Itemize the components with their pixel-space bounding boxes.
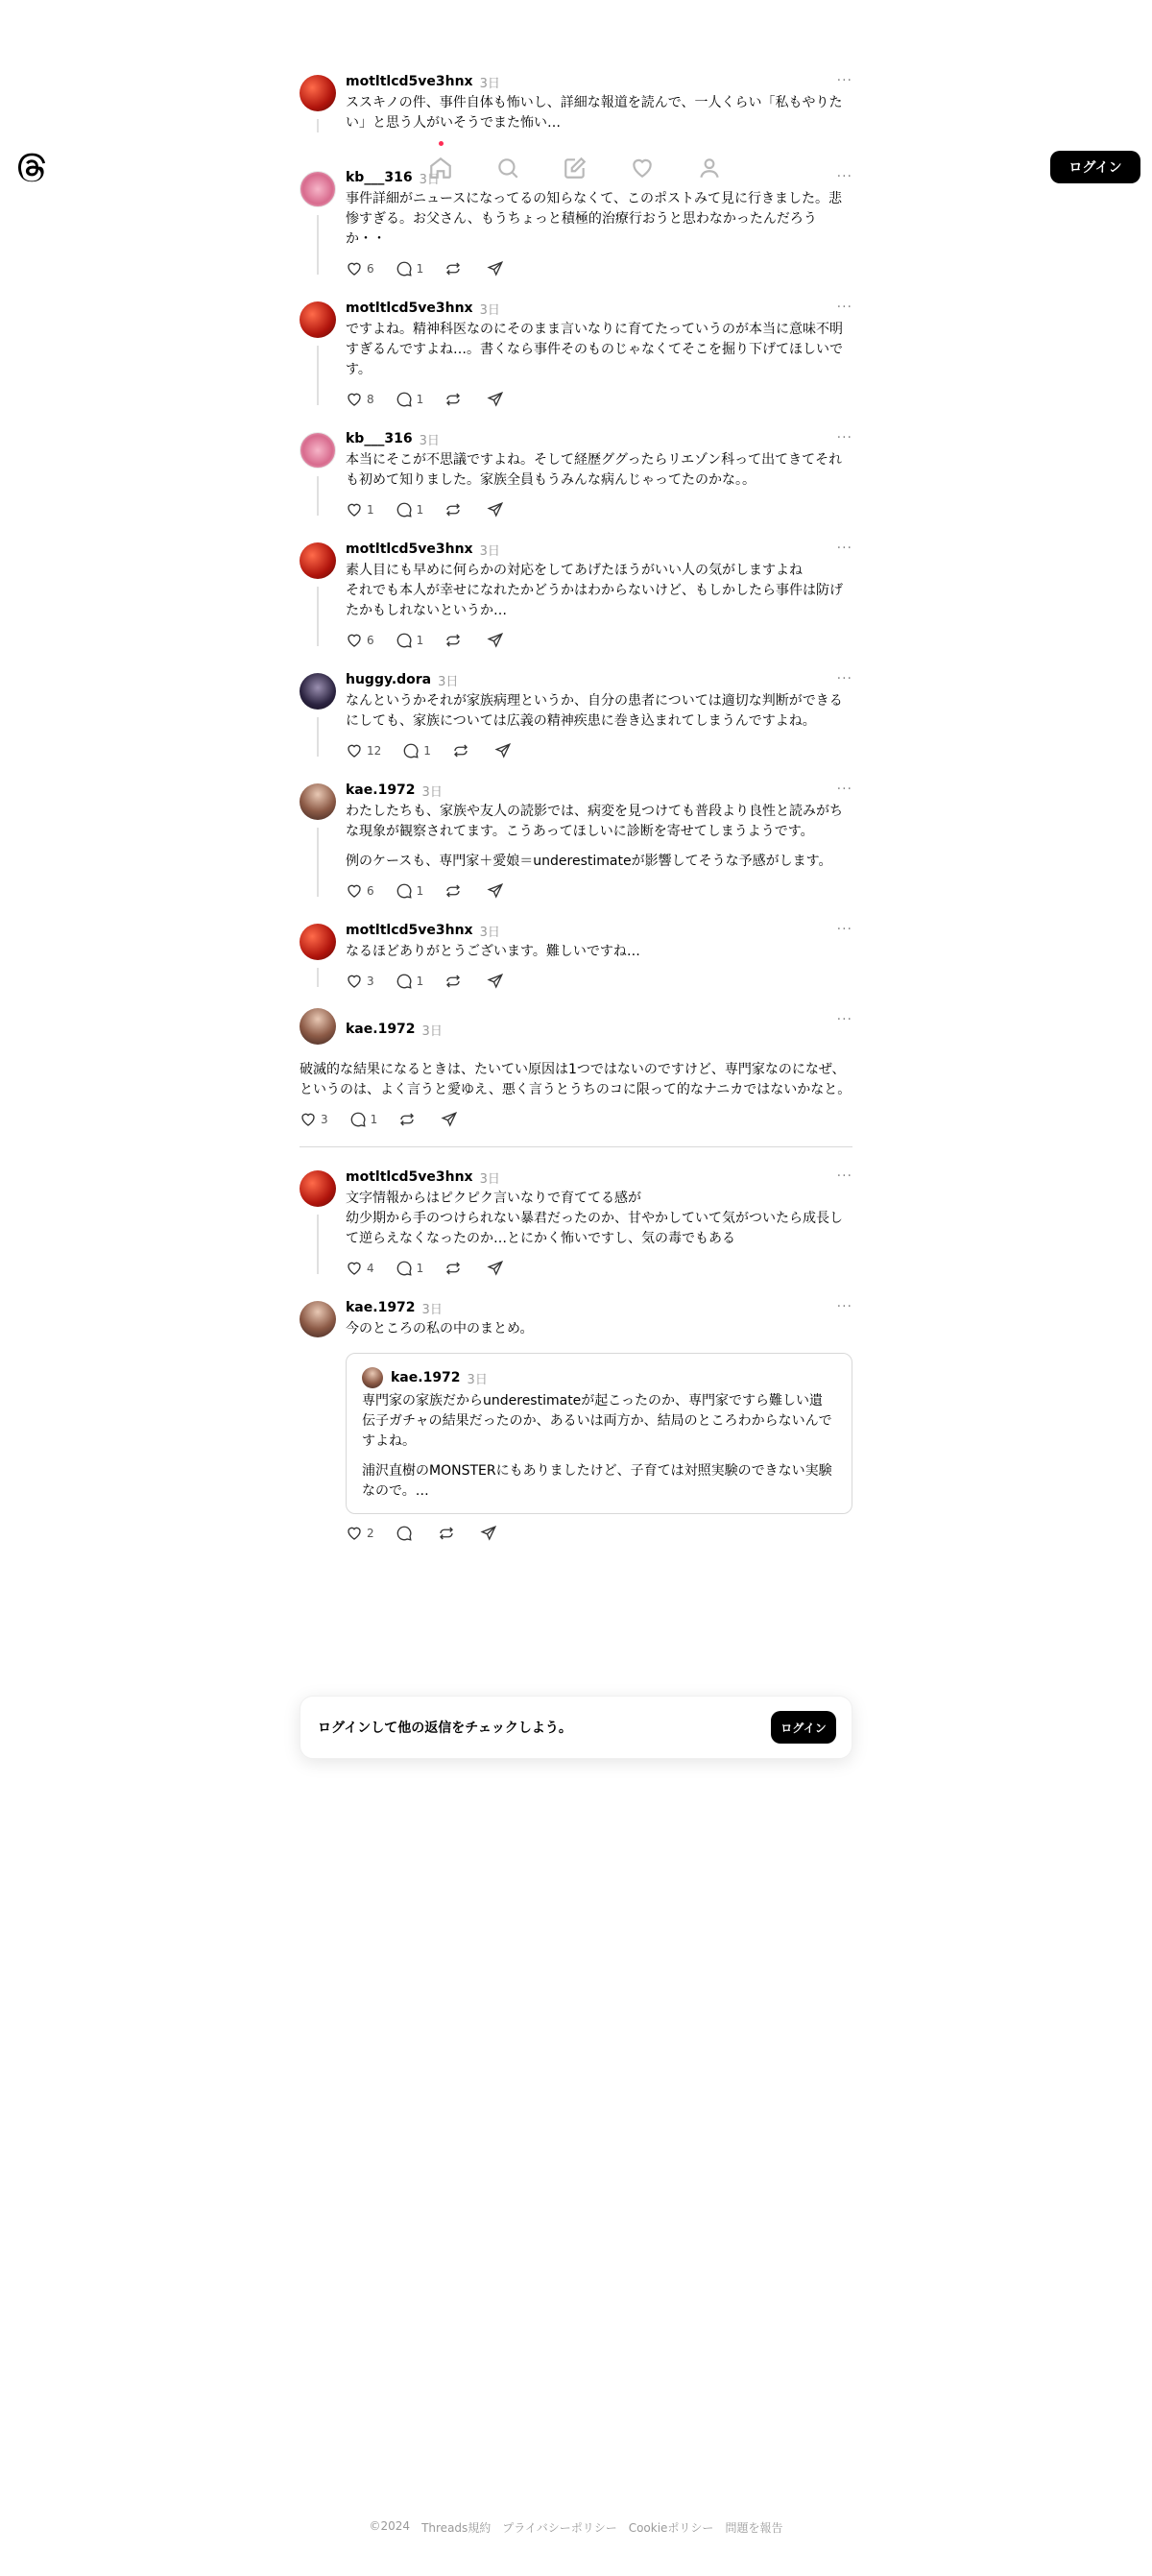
- post-text: ですよね。精神科医なのにそのまま言いなりに育てたっていうのが本当に意味不明すぎるんですよね…。書くなら事件そのものじゃなくてそこを掘り下げてほしいです。: [346, 322, 843, 377]
- top-navigation: [0, 139, 1152, 197]
- like-button[interactable]: [346, 1260, 374, 1277]
- repost-button[interactable]: [444, 632, 466, 649]
- login-prompt-card: [300, 1696, 852, 1759]
- post-header: [346, 69, 852, 90]
- reply-icon: [396, 632, 413, 649]
- reply-count: 1: [416, 262, 424, 276]
- post-text: 破滅的な結果になるときは、たいてい原因は1つではないのですけど、専門家なのになぜ、というのは、よく言うと愛ゆえ、悪く言うとうちのコに限って的なナニカではないかなと。: [300, 1062, 852, 1097]
- timestamp: 3日: [479, 925, 500, 940]
- username[interactable]: motltlcd5ve3hnx: [346, 1169, 473, 1185]
- reply-icon: [396, 1525, 413, 1542]
- reply-count: 1: [370, 1113, 378, 1126]
- post-header: [346, 426, 852, 447]
- post-text: 文字情報からはピクピク言いなりで育ててる感が 幼少期から手のつけられない暴君だったのか、甘やかしていて気がついたら成長して逆らえなくなったのか…とにかく怖いですし、気の毒でもある: [346, 1191, 843, 1246]
- post-actions: [346, 881, 852, 901]
- like-count: 6: [367, 634, 374, 647]
- quoted-text: 浦沢直樹のMONSTERにもありましたけど、子育ては対照実験のできない実験なので。…: [362, 1463, 832, 1499]
- reply-button[interactable]: [396, 973, 424, 990]
- footer: [0, 2519, 1152, 2536]
- timestamp: 3日: [438, 674, 459, 689]
- reply-count: 1: [416, 884, 424, 898]
- repost-icon: [444, 501, 462, 518]
- avatar[interactable]: [300, 1170, 336, 1207]
- post-actions: [346, 390, 852, 409]
- reply-button[interactable]: [402, 742, 431, 759]
- post-header: [346, 296, 852, 317]
- reply-post: [300, 426, 852, 519]
- share-button[interactable]: [487, 501, 508, 518]
- repost-icon: [438, 1525, 455, 1542]
- timestamp: 3日: [467, 1372, 488, 1387]
- like-count: 12: [367, 744, 382, 758]
- post-header: [346, 537, 852, 558]
- username[interactable]: huggy.dora: [346, 672, 432, 687]
- thread-line: [317, 587, 319, 646]
- thread-line: [317, 717, 319, 757]
- like-count: 6: [367, 884, 374, 898]
- avatar[interactable]: [300, 542, 336, 579]
- share-button[interactable]: [487, 882, 508, 900]
- share-icon: [487, 501, 504, 518]
- heart-icon: [346, 501, 363, 518]
- repost-icon: [444, 882, 462, 900]
- post-text: 例のケースも、専門家＋愛娘＝underestimateが影響してそうな予感がします。: [346, 854, 832, 869]
- reply-count: 1: [416, 634, 424, 647]
- repost-button[interactable]: [398, 1111, 420, 1128]
- like-button[interactable]: [300, 1111, 328, 1128]
- reply-icon: [396, 973, 413, 990]
- share-icon: [494, 742, 512, 759]
- like-count: 1: [367, 503, 374, 517]
- share-icon: [487, 1260, 504, 1277]
- reply-button[interactable]: [349, 1111, 378, 1128]
- timestamp: 3日: [421, 1302, 443, 1317]
- like-button[interactable]: [346, 1525, 374, 1542]
- avatar[interactable]: [300, 1301, 336, 1337]
- thread-line: [317, 215, 319, 275]
- username[interactable]: kae.1972: [346, 1022, 416, 1037]
- post-header: [346, 778, 852, 799]
- like-count: 4: [367, 1262, 374, 1275]
- thread-line: [317, 476, 319, 516]
- quoted-post-header: [362, 1367, 836, 1388]
- username[interactable]: motltlcd5ve3hnx: [346, 923, 473, 938]
- post-actions: [346, 741, 852, 760]
- share-icon: [487, 632, 504, 649]
- main-post: [300, 1008, 852, 1129]
- footer-link[interactable]: 問題を報告: [725, 2521, 783, 2535]
- like-button[interactable]: [346, 632, 374, 649]
- reply-button[interactable]: [396, 260, 424, 277]
- like-button[interactable]: [346, 742, 381, 759]
- post-actions: [346, 631, 852, 650]
- heart-icon: [346, 632, 363, 649]
- timestamp: 3日: [421, 1023, 443, 1039]
- avatar[interactable]: [300, 75, 336, 111]
- profile-icon: [697, 156, 722, 181]
- reply-count: 1: [416, 1262, 424, 1275]
- repost-button[interactable]: [444, 1260, 466, 1277]
- avatar[interactable]: [300, 673, 336, 710]
- reply-count: 1: [423, 744, 431, 758]
- heart-icon: [630, 156, 655, 181]
- like-count: 2: [367, 1527, 374, 1540]
- post-text: なんというかそれが家族病理というか、自分の患者については適切な判断ができるにしても、家族については広義の精神疾患に巻き込まれてしまうんですよね。: [346, 693, 843, 729]
- reply-button[interactable]: [396, 501, 424, 518]
- timestamp: 3日: [479, 543, 500, 559]
- post-actions: [346, 972, 852, 991]
- reply-count: 1: [416, 975, 424, 988]
- post-text: 本当にそこが不思議ですよね。そして経歴ググったらリエゾン科って出てきてそれも初めて知りました。家族全員もうみんな病んじゃってたのかな。。: [346, 452, 843, 488]
- nav-activity[interactable]: [614, 149, 670, 187]
- reply-button[interactable]: [396, 391, 424, 408]
- login-button[interactable]: ログイン: [1050, 151, 1140, 183]
- post-text: 今のところの私の中のまとめ。: [346, 1321, 534, 1336]
- reply-post: [300, 296, 852, 409]
- repost-icon: [444, 260, 462, 277]
- reply-post: [300, 1295, 852, 1543]
- reply-count: 1: [416, 503, 424, 517]
- reply-count: 1: [416, 393, 424, 406]
- home-icon: [428, 156, 453, 181]
- footer-link: ©2024: [369, 2519, 411, 2533]
- repost-icon: [452, 742, 469, 759]
- post-text: わたしたちも、家族や友人の読影では、病変を見つけても普段より良性と読みがちな現象が観察されてます。こうあってほしいに診断を寄せてしまうようです。: [346, 804, 843, 839]
- post-text: なるほどありがとうございます。難しいですね…: [346, 944, 640, 959]
- username[interactable]: kae.1972: [346, 782, 416, 798]
- more-options-icon[interactable]: ···: [836, 169, 852, 184]
- thread-line: [317, 119, 319, 132]
- share-button[interactable]: [480, 1525, 501, 1542]
- repost-button[interactable]: [444, 882, 466, 900]
- reply-icon: [402, 742, 420, 759]
- thread-line: [317, 828, 319, 897]
- post-header: [346, 1165, 852, 1186]
- quoted-post[interactable]: [346, 1353, 852, 1514]
- avatar[interactable]: [300, 924, 336, 960]
- more-options-icon[interactable]: ···: [836, 922, 852, 937]
- share-icon: [487, 260, 504, 277]
- thread-line: [317, 968, 319, 987]
- nav-profile[interactable]: [682, 149, 737, 187]
- share-button[interactable]: [487, 260, 508, 277]
- post-actions: [346, 500, 852, 519]
- like-button[interactable]: [346, 973, 374, 990]
- username[interactable]: kae.1972: [346, 1300, 416, 1315]
- reply-button[interactable]: [396, 1525, 417, 1542]
- heart-icon: [346, 973, 363, 990]
- repost-button[interactable]: [444, 501, 466, 518]
- like-count: 8: [367, 393, 374, 406]
- post-text: ススキノの件、事件自体も怖いし、詳細な報道を読んで、一人くらい「私もやりたい」と思う人がいそうでまた怖い…: [346, 95, 843, 131]
- more-options-icon[interactable]: ···: [836, 300, 852, 315]
- timestamp: 3日: [419, 172, 440, 187]
- reply-post: [300, 69, 852, 136]
- repost-icon: [444, 973, 462, 990]
- share-icon: [480, 1525, 497, 1542]
- repost-icon: [444, 391, 462, 408]
- heart-icon: [346, 742, 363, 759]
- timestamp: 3日: [419, 433, 440, 448]
- thread-line: [317, 1215, 319, 1274]
- timestamp: 3日: [479, 302, 500, 318]
- more-options-icon[interactable]: ···: [836, 430, 852, 445]
- share-icon: [441, 1111, 458, 1128]
- username[interactable]: kb___316: [346, 431, 413, 446]
- share-button[interactable]: [487, 632, 508, 649]
- share-icon: [487, 973, 504, 990]
- reply-icon: [396, 391, 413, 408]
- post-actions: [346, 1524, 852, 1543]
- nav-search[interactable]: [480, 149, 536, 187]
- heart-icon: [346, 260, 363, 277]
- nav-home[interactable]: [413, 149, 468, 187]
- heart-icon: [346, 1260, 363, 1277]
- timestamp: 3日: [479, 1171, 500, 1187]
- heart-icon: [300, 1111, 317, 1128]
- like-button[interactable]: [346, 391, 374, 408]
- like-count: 6: [367, 262, 374, 276]
- reply-post: [300, 918, 852, 991]
- reply-button[interactable]: [396, 632, 424, 649]
- avatar[interactable]: [300, 783, 336, 820]
- login-prompt-button[interactable]: ログイン: [771, 1711, 836, 1744]
- timestamp: 3日: [479, 76, 500, 91]
- reply-icon: [396, 501, 413, 518]
- repost-icon: [444, 632, 462, 649]
- repost-icon: [444, 1260, 462, 1277]
- heart-icon: [346, 391, 363, 408]
- more-options-icon[interactable]: ···: [836, 1012, 852, 1027]
- login-prompt-text: ログインして他の返信をチェックしよう。: [318, 1721, 572, 1736]
- username[interactable]: motltlcd5ve3hnx: [346, 542, 473, 557]
- more-options-icon[interactable]: ···: [836, 541, 852, 556]
- like-button[interactable]: [346, 882, 374, 900]
- reply-feed: [300, 69, 852, 1560]
- nav-icons: [413, 149, 737, 187]
- post-header: [346, 667, 852, 688]
- username[interactable]: motltlcd5ve3hnx: [346, 74, 473, 89]
- reply-icon: [396, 260, 413, 277]
- timestamp: 3日: [421, 784, 443, 800]
- repost-button[interactable]: [444, 260, 466, 277]
- compose-icon: [563, 156, 588, 181]
- repost-button[interactable]: [452, 742, 473, 759]
- share-button[interactable]: [487, 391, 508, 408]
- avatar[interactable]: [300, 432, 336, 469]
- avatar: [362, 1367, 383, 1388]
- like-button[interactable]: [346, 501, 374, 518]
- reply-icon: [396, 1260, 413, 1277]
- more-options-icon[interactable]: ···: [836, 73, 852, 88]
- post-actions: [300, 1110, 852, 1129]
- reply-post: [300, 537, 852, 650]
- post-header: [346, 918, 852, 939]
- username[interactable]: kb___316: [346, 170, 413, 185]
- thread-line: [317, 346, 319, 405]
- like-button[interactable]: [346, 260, 374, 277]
- reply-post: [300, 1165, 852, 1278]
- reply-button[interactable]: [396, 882, 424, 900]
- more-options-icon[interactable]: ···: [836, 782, 852, 797]
- share-icon: [487, 391, 504, 408]
- quoted-text: 専門家の家族だからunderestimateが起こったのか、専門家ですら難しい遺伝子ガチャの結果だったのか、あるいは両方か、結局のところわからないんですよね。: [362, 1393, 832, 1449]
- repost-button[interactable]: [438, 1525, 459, 1542]
- share-button[interactable]: [441, 1111, 462, 1128]
- heart-icon: [346, 1525, 363, 1542]
- more-options-icon[interactable]: ···: [836, 1168, 852, 1184]
- post-actions: [346, 259, 852, 278]
- search-icon: [495, 156, 520, 181]
- repost-icon: [398, 1111, 416, 1128]
- share-button[interactable]: [487, 1260, 508, 1277]
- more-options-icon[interactable]: ···: [836, 671, 852, 686]
- notification-dot: [439, 141, 444, 146]
- like-count: 3: [367, 975, 374, 988]
- reply-icon: [349, 1111, 367, 1128]
- nav-compose[interactable]: [547, 149, 603, 187]
- avatar[interactable]: [300, 301, 336, 338]
- heart-icon: [346, 882, 363, 900]
- share-button[interactable]: [487, 973, 508, 990]
- more-options-icon[interactable]: ···: [836, 1299, 852, 1314]
- footer-link[interactable]: Cookieポリシー: [628, 2521, 714, 2535]
- reply-icon: [396, 882, 413, 900]
- post-text: 素人目にも早めに何らかの対応をしてあげたほうがいい人の気がしますよね それでも本人が幸せになれたかどうかはわからないけど、もしかしたら事件は防げたかもしれないというか…: [346, 563, 843, 618]
- footer-link[interactable]: Threads規約: [421, 2521, 492, 2535]
- repost-button[interactable]: [444, 391, 466, 408]
- post-header: [300, 1008, 852, 1047]
- like-count: 3: [321, 1113, 328, 1126]
- divider: [300, 1146, 852, 1147]
- footer-link[interactable]: プライバシーポリシー: [502, 2521, 617, 2535]
- post-text: 事件詳細がニュースになってるの知らなくて、このポストみて見に行きました。悲惨すぎる。お父さん、もうちょっと積極的治療行おうと思わなかったんだろうか・・: [346, 191, 843, 247]
- username[interactable]: motltlcd5ve3hnx: [346, 301, 473, 316]
- username: kae.1972: [391, 1370, 461, 1385]
- threads-logo-icon[interactable]: [17, 153, 48, 183]
- post-actions: [346, 1259, 852, 1278]
- repost-button[interactable]: [444, 973, 466, 990]
- reply-post: [300, 667, 852, 760]
- reply-post: [300, 778, 852, 901]
- post-header: [346, 1295, 852, 1316]
- share-button[interactable]: [494, 742, 516, 759]
- avatar[interactable]: [300, 1008, 336, 1045]
- share-icon: [487, 882, 504, 900]
- reply-button[interactable]: [396, 1260, 424, 1277]
